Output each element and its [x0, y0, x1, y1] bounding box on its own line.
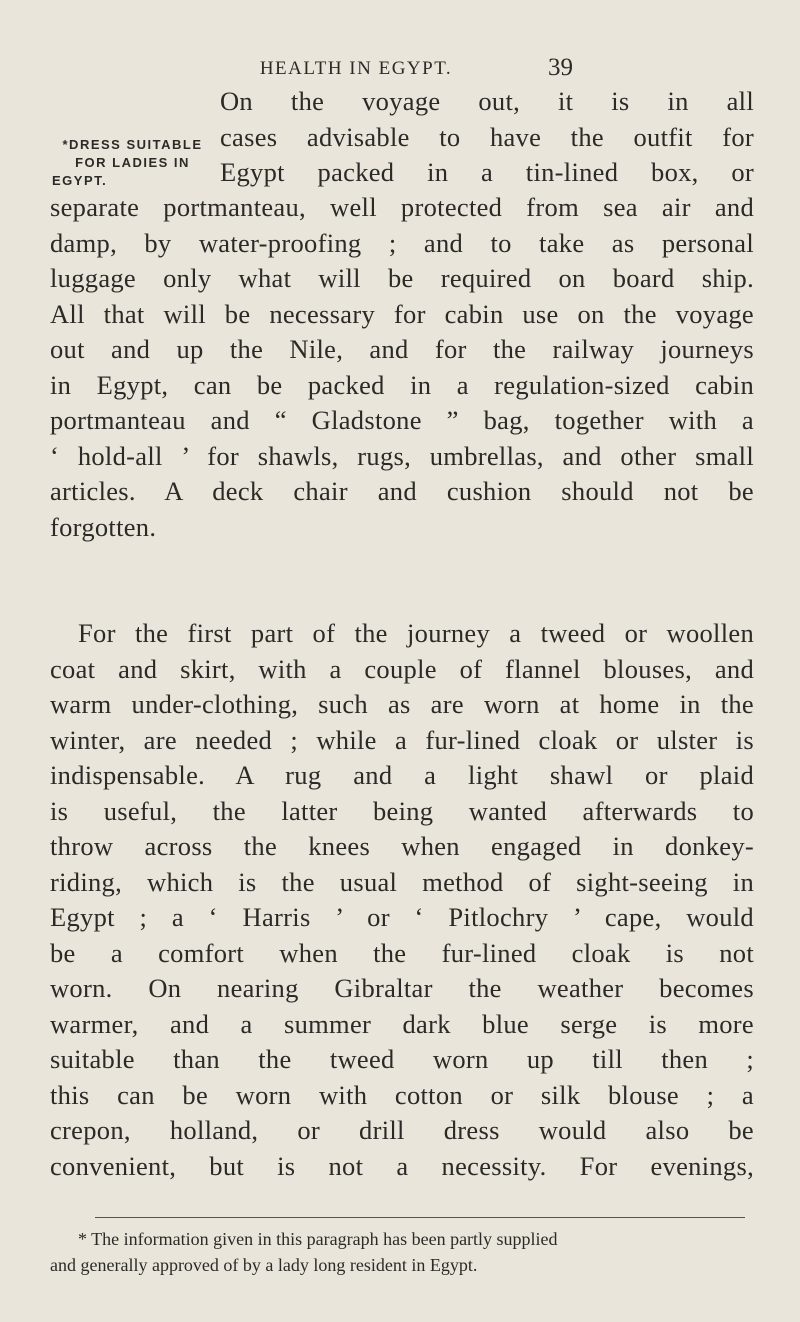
- page-number: 39: [548, 54, 573, 81]
- text-line: forgotten.: [50, 511, 157, 542]
- footnote-rule: [95, 1217, 745, 1218]
- text-line: All that will be necessary for cabin use on the voyage: [50, 298, 754, 329]
- footnote-line: and generally approved of by a lady long resident in Egypt.: [50, 1255, 478, 1275]
- text-line: portmanteau and “ Gladstone ” bag, together with a: [50, 405, 754, 435]
- text-line: this can be worn with cotton or silk blouse ; a: [50, 1079, 754, 1110]
- text-line: crepon, holland, or drill dress would also be: [50, 1115, 754, 1145]
- text-line: coat and skirt, with a couple of flannel blouses, and: [50, 653, 754, 684]
- text-line: winter, are needed ; while a fur-lined cloak or ulster is: [50, 724, 754, 755]
- text-line: throw across the knees when engaged in donkey-: [50, 831, 754, 861]
- text-line: luggage only what will be required on board ship.: [50, 263, 754, 293]
- text-line: damp, by water-proofing ; and to take as personal: [50, 227, 754, 258]
- sidenote-line: FOR LADIES IN: [75, 155, 190, 170]
- text-line: Egypt packed in a tin-lined box, or: [220, 157, 754, 187]
- running-title: HEALTH IN EGYPT.: [259, 58, 453, 79]
- text-line: is useful, the latter being wanted afterwards to: [50, 795, 754, 826]
- text-line: indispensable. A rug and a light shawl or plaid: [50, 760, 754, 790]
- text-line: in Egypt, can be packed in a regulation-sized cabin: [50, 369, 754, 400]
- paragraph-1-opening: [220, 84, 754, 191]
- text-line: For the first part of the journey a tweed or woollen: [78, 618, 754, 648]
- text-line: separate portmanteau, well protected from sea air and: [50, 192, 754, 222]
- text-line: out and up the Nile, and for the railway journeys: [50, 334, 754, 364]
- footnote: [50, 1226, 754, 1278]
- paragraph-1: [50, 190, 754, 545]
- text-line: worn. On nearing Gibraltar the weather becomes: [50, 973, 754, 1003]
- paragraph-2: [50, 616, 754, 1184]
- text-line: On the voyage out, it is in all: [220, 86, 754, 116]
- running-head: [0, 52, 800, 82]
- footnote-line: * The information given in this paragraph has been partly supplied: [78, 1229, 558, 1249]
- text-line: be a comfort when the fur-lined cloak is not: [50, 937, 754, 968]
- margin-sidenote: [50, 136, 215, 190]
- text-line: riding, which is the usual method of sight-seeing in: [50, 866, 754, 897]
- text-line: convenient, but is not a necessity. For evenings,: [50, 1150, 754, 1181]
- sidenote-line: EGYPT.: [52, 173, 108, 188]
- text-line: warmer, and a summer dark blue serge is more: [50, 1008, 754, 1039]
- text-line: articles. A deck chair and cushion should not be: [50, 476, 754, 506]
- text-line: Egypt ; a ‘ Harris ’ or ‘ Pitlochry ’ cape, would: [50, 902, 754, 932]
- text-line: suitable than the tweed worn up till then ;: [50, 1044, 754, 1074]
- text-line: warm under-clothing, such as are worn at home in the: [50, 689, 754, 719]
- text-line: ‘ hold-all ’ for shawls, rugs, umbrellas, and other small: [50, 440, 754, 471]
- sidenote-line: *DRESS SUITABLE: [62, 137, 203, 152]
- text-line: cases advisable to have the outfit for: [220, 121, 754, 152]
